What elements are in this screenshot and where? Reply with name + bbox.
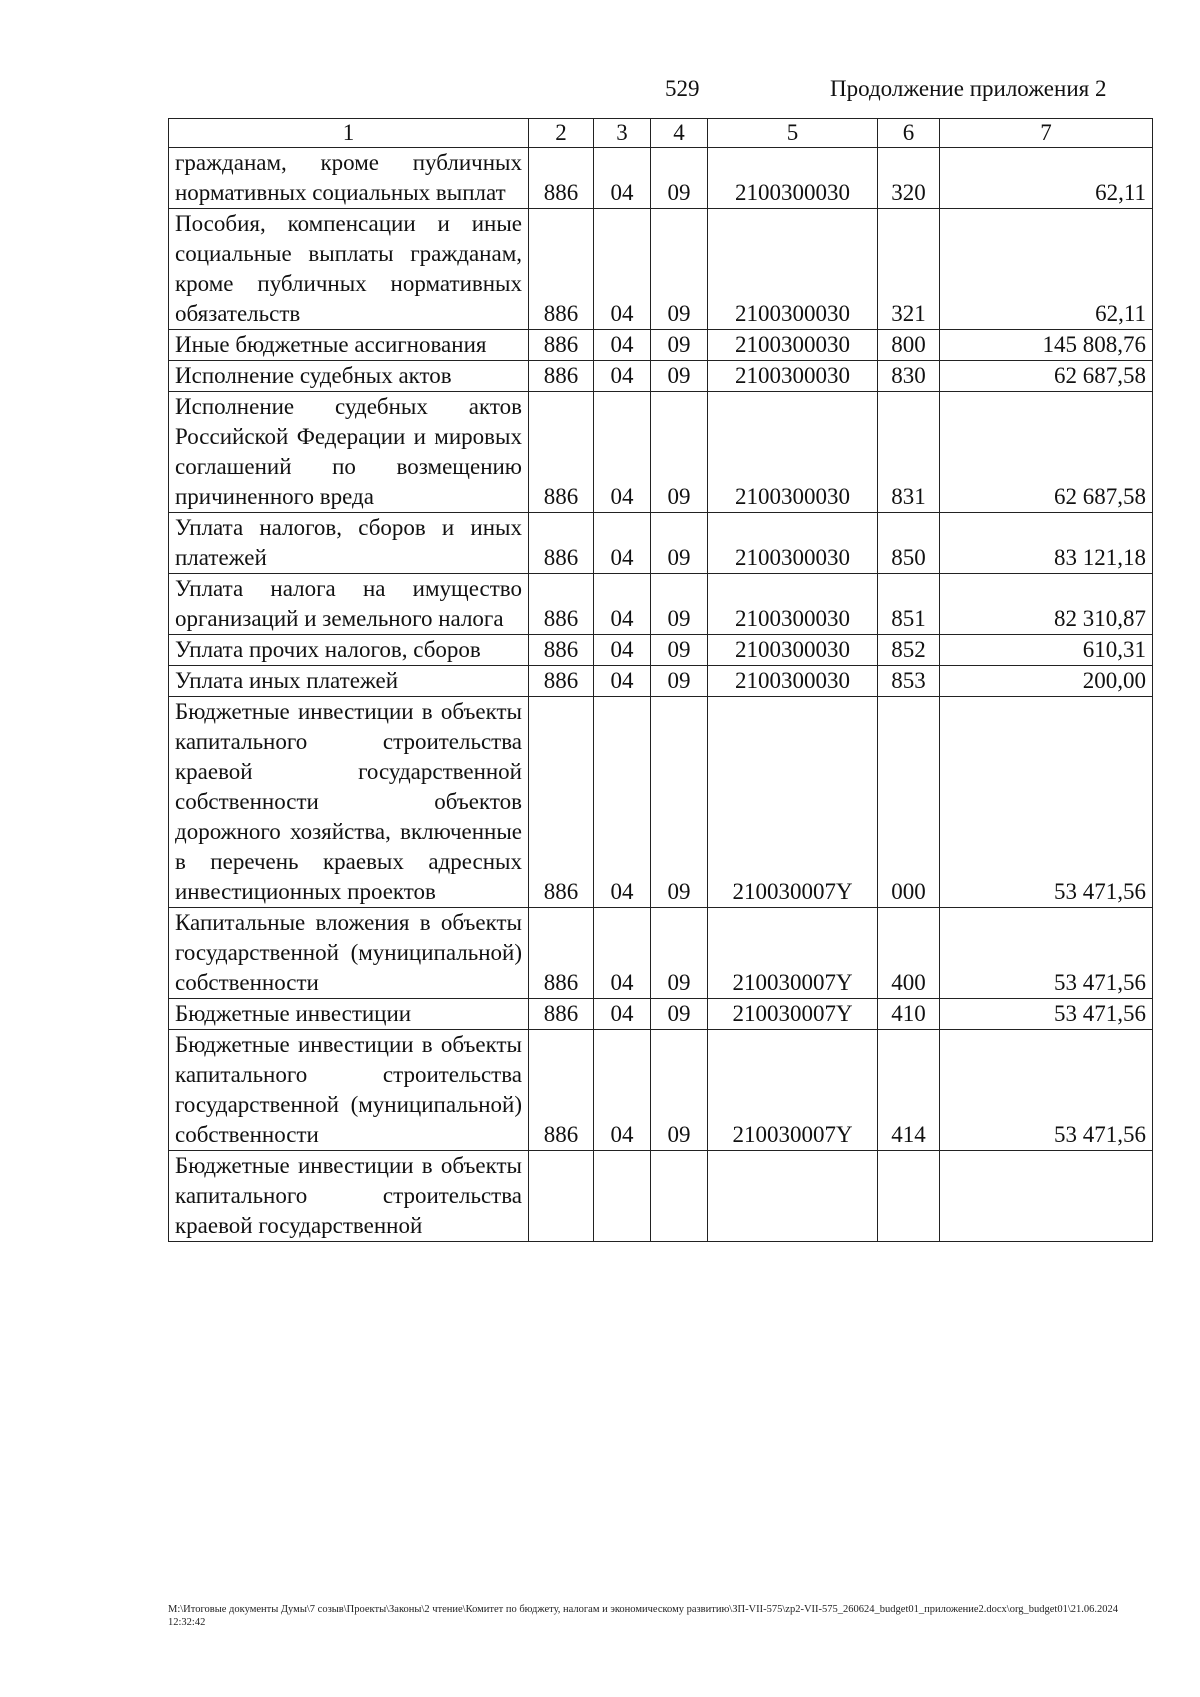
table-row bbox=[169, 1151, 1153, 1242]
table-row bbox=[169, 330, 1153, 361]
row-value-cell: 09 bbox=[651, 635, 708, 666]
row-value-cell: 850 bbox=[878, 513, 940, 574]
row-value-cell bbox=[878, 1151, 940, 1242]
row-value-cell: 04 bbox=[594, 908, 651, 999]
row-name-cell: Бюджетные инвестиции в объекты капитального строительства краевой государственной bbox=[169, 1151, 529, 1242]
row-value-cell: 886 bbox=[529, 392, 594, 513]
table-body bbox=[169, 148, 1153, 1242]
row-value-cell: 62 687,58 bbox=[940, 361, 1153, 392]
row-value-cell: 886 bbox=[529, 148, 594, 209]
row-value-cell: 04 bbox=[594, 1030, 651, 1151]
row-value-cell: 04 bbox=[594, 209, 651, 330]
row-value-cell: 800 bbox=[878, 330, 940, 361]
row-value-cell bbox=[529, 1151, 594, 1242]
row-value-cell: 210030007Y bbox=[708, 908, 878, 999]
row-name-cell: Бюджетные инвестиции в объекты капитального строительства государственной (муниципальной) собственности bbox=[169, 1030, 529, 1151]
row-value-cell: 09 bbox=[651, 513, 708, 574]
table-row bbox=[169, 148, 1153, 209]
row-value-cell: 410 bbox=[878, 999, 940, 1030]
row-value-cell: 400 bbox=[878, 908, 940, 999]
row-name-cell: Уплата иных платежей bbox=[169, 666, 529, 697]
table-row bbox=[169, 209, 1153, 330]
row-value-cell: 53 471,56 bbox=[940, 999, 1153, 1030]
column-header: 5 bbox=[708, 119, 878, 148]
row-value-cell: 09 bbox=[651, 697, 708, 908]
column-header: 3 bbox=[594, 119, 651, 148]
row-value-cell: 82 310,87 bbox=[940, 574, 1153, 635]
row-name-cell: Уплата прочих налогов, сборов bbox=[169, 635, 529, 666]
row-value-cell: 886 bbox=[529, 635, 594, 666]
row-value-cell: 09 bbox=[651, 209, 708, 330]
row-value-cell: 04 bbox=[594, 361, 651, 392]
row-name-cell: Пособия, компенсации и иные социальные выплаты гражданам, кроме публичных нормативных обязательств bbox=[169, 209, 529, 330]
row-value-cell: 610,31 bbox=[940, 635, 1153, 666]
row-name-cell: гражданам, кроме публичных нормативных социальных выплат bbox=[169, 148, 529, 209]
table-row bbox=[169, 1030, 1153, 1151]
row-value-cell: 886 bbox=[529, 209, 594, 330]
row-value-cell: 886 bbox=[529, 697, 594, 908]
row-value-cell: 09 bbox=[651, 330, 708, 361]
table-row bbox=[169, 361, 1153, 392]
table-row bbox=[169, 635, 1153, 666]
row-value-cell: 04 bbox=[594, 697, 651, 908]
table-row bbox=[169, 392, 1153, 513]
row-name-cell: Исполнение судебных актов Российской Федерации и мировых соглашений по возмещению причиненного вреда bbox=[169, 392, 529, 513]
table-row bbox=[169, 666, 1153, 697]
row-value-cell: 852 bbox=[878, 635, 940, 666]
row-value-cell: 831 bbox=[878, 392, 940, 513]
row-value-cell: 2100300030 bbox=[708, 666, 878, 697]
row-name-cell: Бюджетные инвестиции bbox=[169, 999, 529, 1030]
row-value-cell: 210030007Y bbox=[708, 697, 878, 908]
row-value-cell: 53 471,56 bbox=[940, 908, 1153, 999]
column-header: 4 bbox=[651, 119, 708, 148]
row-value-cell: 04 bbox=[594, 999, 651, 1030]
row-name-cell: Уплата налога на имущество организаций и земельного налога bbox=[169, 574, 529, 635]
row-value-cell: 2100300030 bbox=[708, 513, 878, 574]
row-value-cell: 62,11 bbox=[940, 209, 1153, 330]
table-row bbox=[169, 574, 1153, 635]
row-value-cell: 414 bbox=[878, 1030, 940, 1151]
row-value-cell: 200,00 bbox=[940, 666, 1153, 697]
row-value-cell bbox=[651, 1151, 708, 1242]
row-value-cell: 886 bbox=[529, 908, 594, 999]
column-header: 7 bbox=[940, 119, 1153, 148]
row-value-cell: 886 bbox=[529, 361, 594, 392]
row-value-cell bbox=[940, 1151, 1153, 1242]
row-value-cell: 04 bbox=[594, 148, 651, 209]
table-row bbox=[169, 908, 1153, 999]
row-name-cell: Уплата налогов, сборов и иных платежей bbox=[169, 513, 529, 574]
row-name-cell: Иные бюджетные ассигнования bbox=[169, 330, 529, 361]
row-value-cell: 2100300030 bbox=[708, 148, 878, 209]
row-value-cell: 04 bbox=[594, 513, 651, 574]
row-value-cell: 62 687,58 bbox=[940, 392, 1153, 513]
row-value-cell: 2100300030 bbox=[708, 574, 878, 635]
row-value-cell bbox=[708, 1151, 878, 1242]
row-value-cell: 09 bbox=[651, 908, 708, 999]
row-value-cell: 830 bbox=[878, 361, 940, 392]
row-value-cell: 04 bbox=[594, 330, 651, 361]
row-value-cell: 210030007Y bbox=[708, 1030, 878, 1151]
row-name-cell: Исполнение судебных актов bbox=[169, 361, 529, 392]
row-value-cell: 09 bbox=[651, 999, 708, 1030]
row-value-cell: 321 bbox=[878, 209, 940, 330]
row-value-cell: 886 bbox=[529, 330, 594, 361]
row-value-cell: 145 808,76 bbox=[940, 330, 1153, 361]
row-value-cell: 04 bbox=[594, 666, 651, 697]
row-value-cell: 000 bbox=[878, 697, 940, 908]
row-value-cell: 62,11 bbox=[940, 148, 1153, 209]
row-value-cell: 2100300030 bbox=[708, 635, 878, 666]
row-value-cell: 09 bbox=[651, 361, 708, 392]
row-value-cell: 886 bbox=[529, 513, 594, 574]
row-value-cell: 2100300030 bbox=[708, 392, 878, 513]
row-value-cell: 09 bbox=[651, 1030, 708, 1151]
footer-path: М:\Итоговые документы Думы\7 созыв\Проекты\Законы\2 чтение\Комитет по бюджету, налогам и экономическому развитию\ЗП-VII-575\zp2-VII-575_260624_budget01_приложение2.docx\org_budget01\21.06.2024 12:32:42 bbox=[168, 1604, 1119, 1628]
row-value-cell: 886 bbox=[529, 574, 594, 635]
row-value-cell: 851 bbox=[878, 574, 940, 635]
row-value-cell: 886 bbox=[529, 999, 594, 1030]
row-value-cell: 53 471,56 bbox=[940, 697, 1153, 908]
row-name-cell: Капитальные вложения в объекты государственной (муниципальной) собственности bbox=[169, 908, 529, 999]
row-value-cell: 04 bbox=[594, 392, 651, 513]
row-value-cell: 853 bbox=[878, 666, 940, 697]
row-name-cell: Бюджетные инвестиции в объекты капитального строительства краевой государственной собственности объектов дорожного хозяйства, включенные в перечень краевых адресных инвестиционных проектов bbox=[169, 697, 529, 908]
row-value-cell: 320 bbox=[878, 148, 940, 209]
row-value-cell bbox=[594, 1151, 651, 1242]
row-value-cell: 53 471,56 bbox=[940, 1030, 1153, 1151]
row-value-cell: 210030007Y bbox=[708, 999, 878, 1030]
column-header: 1 bbox=[169, 119, 529, 148]
continuation-title: Продолжение приложения 2 bbox=[830, 76, 1107, 101]
row-value-cell: 09 bbox=[651, 392, 708, 513]
row-value-cell: 04 bbox=[594, 574, 651, 635]
row-value-cell: 83 121,18 bbox=[940, 513, 1153, 574]
row-value-cell: 886 bbox=[529, 666, 594, 697]
table-row bbox=[169, 697, 1153, 908]
column-header: 6 bbox=[878, 119, 940, 148]
table-row bbox=[169, 513, 1153, 574]
header-row bbox=[169, 119, 1153, 148]
row-value-cell: 886 bbox=[529, 1030, 594, 1151]
row-value-cell: 2100300030 bbox=[708, 361, 878, 392]
column-header: 2 bbox=[529, 119, 594, 148]
page-number: 529 bbox=[665, 76, 700, 101]
budget-table bbox=[168, 118, 1153, 1242]
row-value-cell: 2100300030 bbox=[708, 209, 878, 330]
row-value-cell: 09 bbox=[651, 148, 708, 209]
row-value-cell: 04 bbox=[594, 635, 651, 666]
table-row bbox=[169, 999, 1153, 1030]
row-value-cell: 2100300030 bbox=[708, 330, 878, 361]
row-value-cell: 09 bbox=[651, 666, 708, 697]
row-value-cell: 09 bbox=[651, 574, 708, 635]
